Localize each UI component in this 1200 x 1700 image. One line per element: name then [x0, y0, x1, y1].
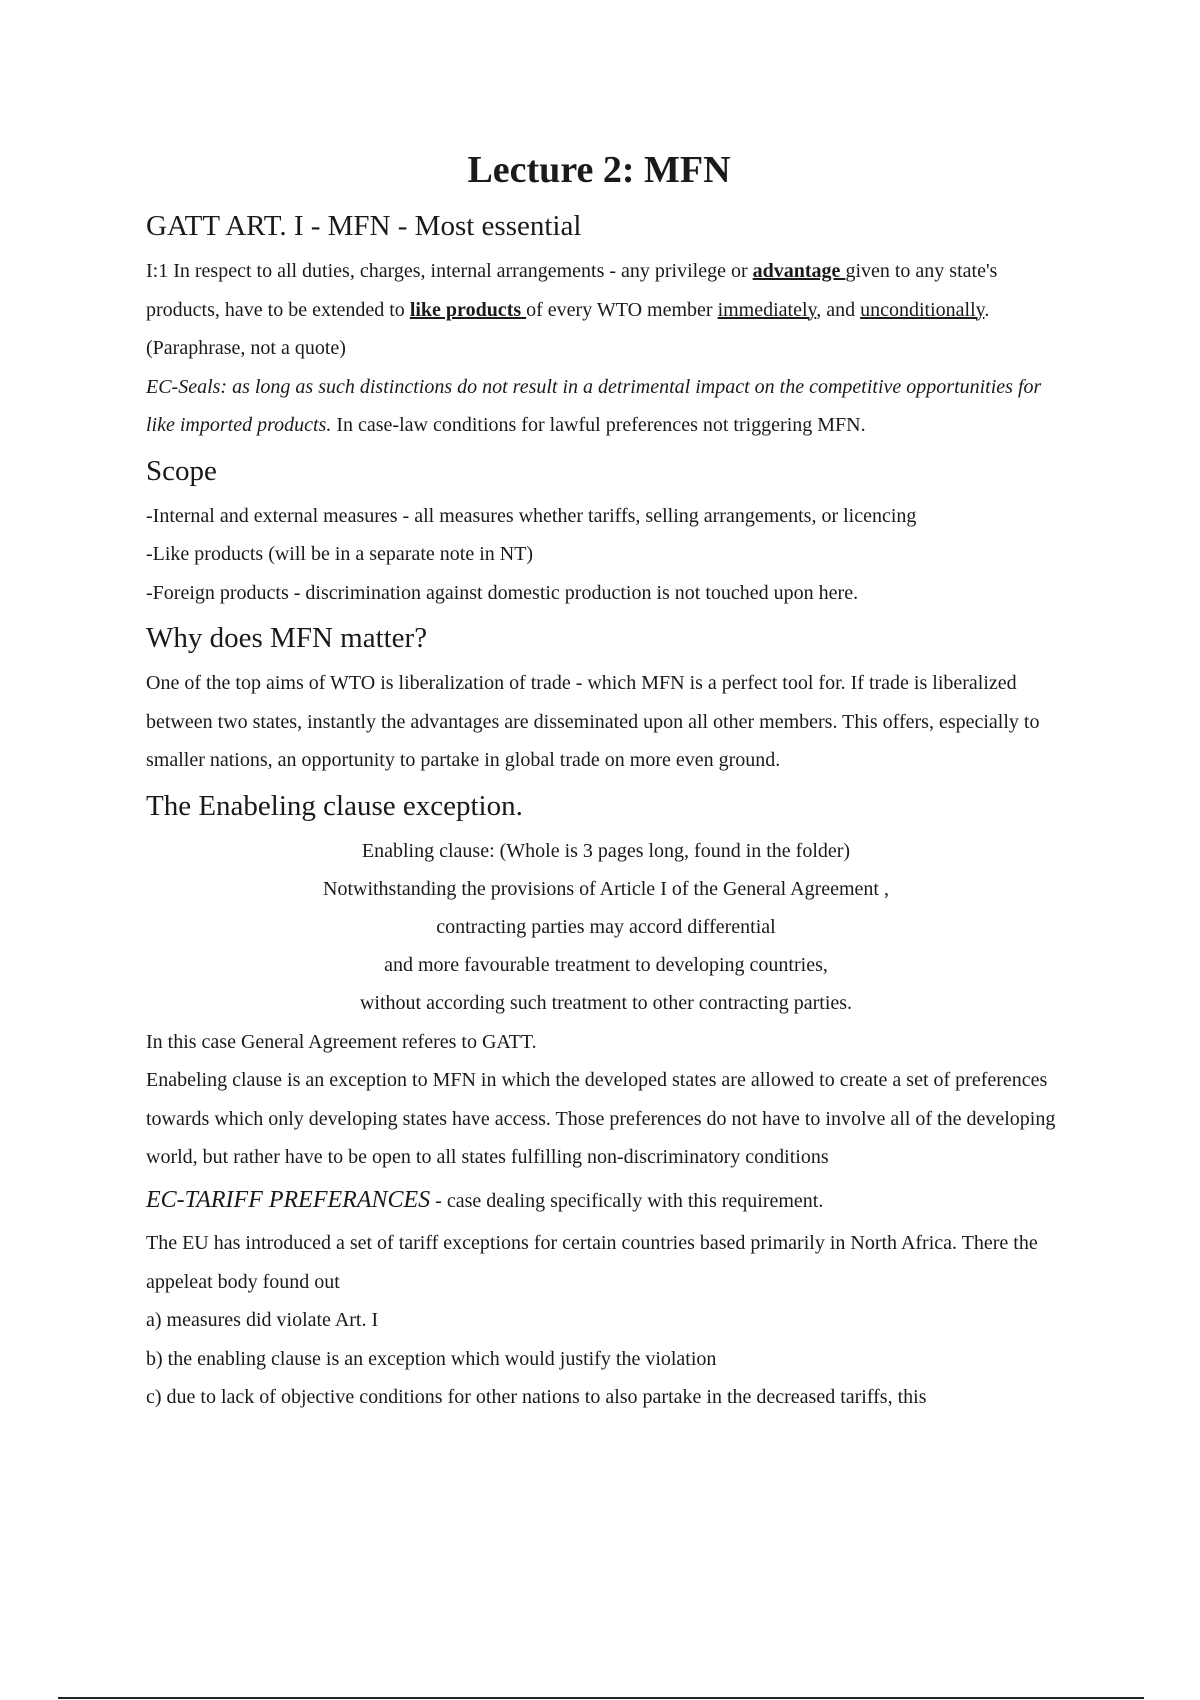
scope-heading: Scope: [146, 454, 217, 487]
ec-seals-paragraph: [146, 368, 1066, 445]
quote-line: without according such treatment to other contracting parties.: [359, 992, 853, 1015]
advantage-term: advantage: [752, 260, 846, 282]
case-heading-line: [146, 1181, 1066, 1221]
gatt-text-a: I:1 In respect to all duties, charges, internal arrangements - any privilege or: [146, 260, 753, 282]
gatt-paragraph: [146, 252, 1066, 368]
ec-seals-quote: EC-Seals: as long as such distinctions do not result in a detrimental impact on the competitive opportunities for like imported products.: [146, 375, 1042, 436]
case-paragraph: The EU has introduced a set of tariff exceptions for certain countries based primarily in North Africa. There the appeleat body found out: [146, 1232, 1038, 1293]
gatt-heading: GATT ART. I - MFN - Most essential: [146, 210, 582, 242]
gatt-text-b: given to any state's products, have to be extended to: [146, 260, 998, 321]
enabling-heading: The Enabeling clause exception.: [146, 789, 523, 822]
enabling-quote: [146, 832, 1066, 1023]
why-paragraph: One of the top aims of WTO is liberalization of trade - which MFN is a perfect tool for. If trade is liberalized between two states, instantly the advantages are disseminated upon all other members. This offers, especially to smaller nations, an opportunity to partake in global trade on more even ground.: [146, 672, 1040, 771]
scope-item: -Foreign products - discrimination against domestic production is not touched upon here.: [146, 581, 859, 604]
footer-divider: [58, 1697, 1144, 1699]
case-finding: a) measures did violate Art. I: [146, 1309, 379, 1332]
scope-item: -Internal and external measures - all measures whether tariffs, selling arrangements, or licencing: [146, 504, 917, 527]
case-finding: c) due to lack of objective conditions for other nations to also partake in the decreased tariffs, this: [146, 1386, 927, 1409]
enabling-paragraph: Enabeling clause is an exception to MFN in which the developed states are allowed to create a set of preferences towards which only developing states have access. Those preferences do not have to involve all of the developing world, but rather have to be open to all states fulfilling non-discriminatory conditions: [146, 1069, 1056, 1169]
case-finding: b) the enabling clause is an exception which would justify the violation: [146, 1347, 717, 1370]
enabling-note: In this case General Agreement referes to GATT.: [146, 1030, 537, 1053]
document-content: [146, 140, 1066, 1417]
page-title: Lecture 2: MFN: [467, 149, 731, 191]
gatt-text-d: , and: [816, 298, 861, 321]
quote-line: Enabling clause: (Whole is 3 pages long, found in the folder): [361, 839, 851, 862]
gatt-text-e: . (Paraphrase, not a quote): [146, 298, 990, 359]
case-name: EC-TARIFF PREFERANCES: [146, 1186, 431, 1213]
unconditionally-term: unconditionally: [860, 298, 985, 321]
quote-line: contracting parties may accord differential: [436, 915, 776, 938]
ec-seals-rest: In case-law conditions for lawful preferences not triggering MFN.: [331, 414, 866, 436]
scope-item: -Like products (will be in a separate note in NT): [146, 543, 534, 565]
case-description: - case dealing specifically with this requirement.: [430, 1189, 824, 1212]
immediately-term: immediately: [717, 298, 817, 321]
gatt-text-c: of every WTO member: [526, 298, 718, 321]
quote-line: and more favourable treatment to developing countries,: [384, 954, 828, 977]
like-products-term: like products: [409, 298, 527, 321]
why-heading: Why does MFN matter?: [146, 622, 428, 654]
quote-line: Notwithstanding the provisions of Article I of the General Agreement ,: [323, 877, 889, 900]
